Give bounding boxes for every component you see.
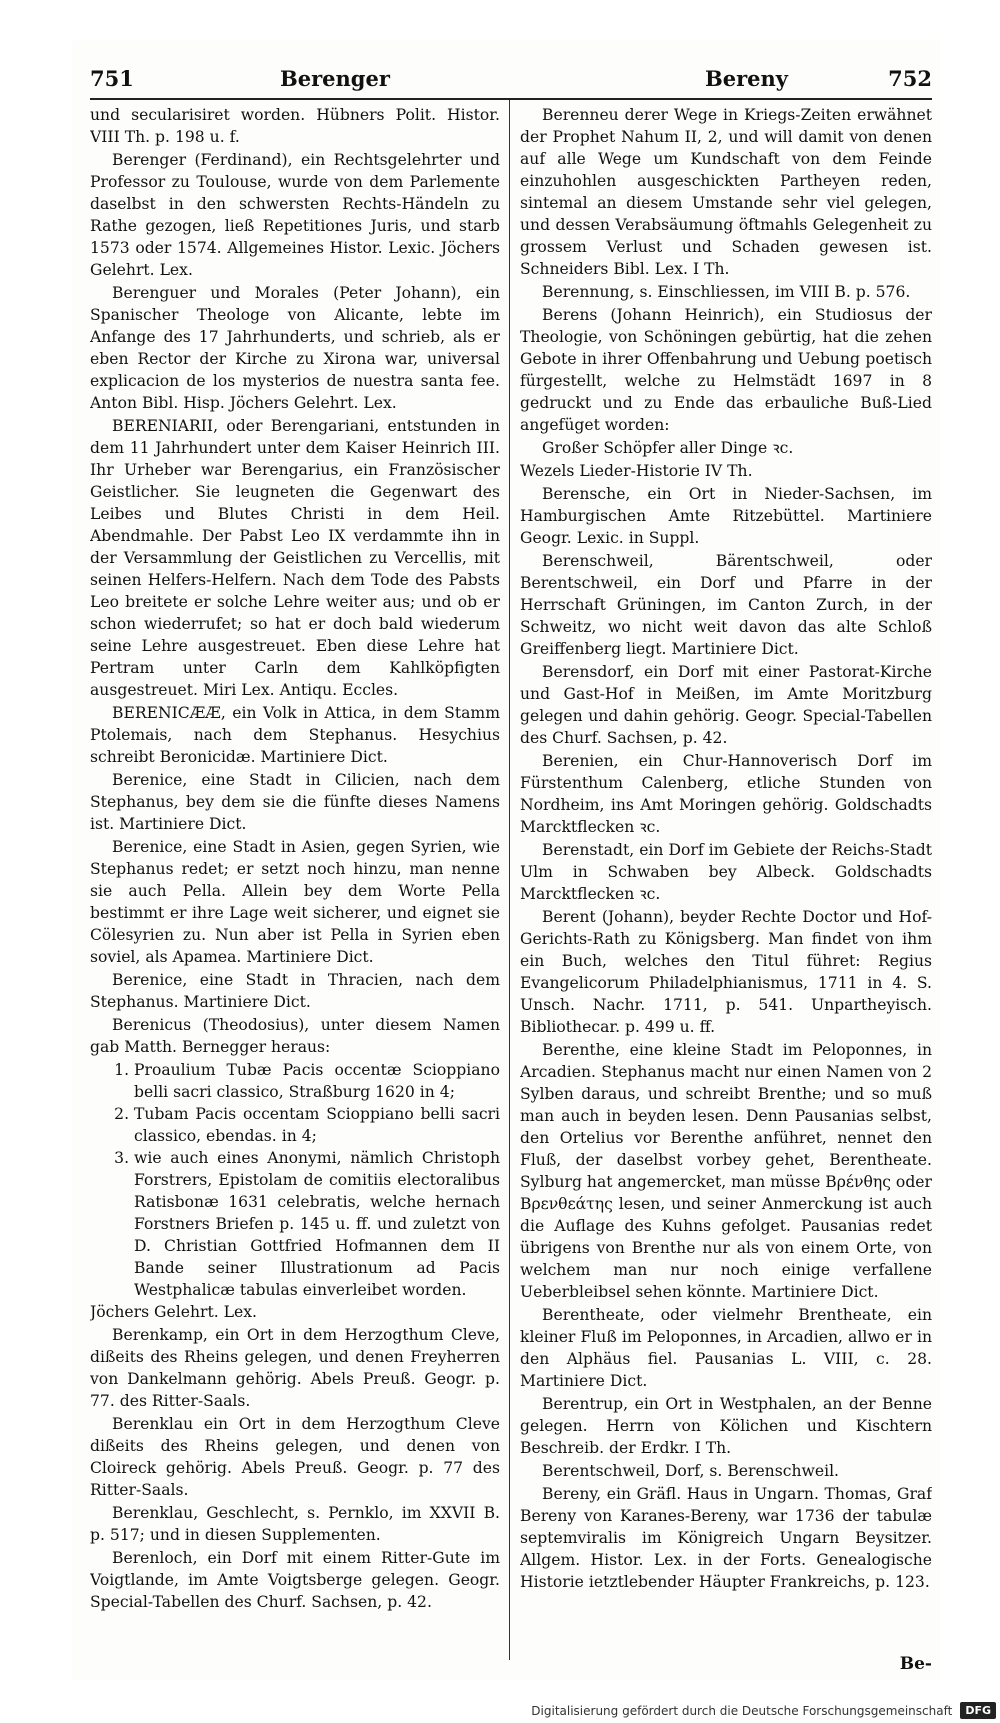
left-running-head: Berenger xyxy=(280,66,390,91)
entry-paragraph: Berenklau, Geschlecht, s. Pernklo, im XXVII B. p. 517; und in diesen Supplementen. xyxy=(90,1504,500,1544)
dfg-logo-icon: DFG xyxy=(960,1702,996,1719)
entry-paragraph: Berens (Johann Heinrich), ein Studiosus der Theologie, von Schöningen gebürtig, hat die zehen Gebote in ihrer Offenbahrung und Uebung poetisch fürgestellt, welche zu Helmstädt 1697 in 8 gedruckt und zu Ende das erbauliche Buß-Lied angefüget worden: xyxy=(520,306,932,434)
entry-paragraph: Berenschweil, Bärentschweil, oder Berentschweil, ein Dorf und Pfarre in der Herrschaft Grüningen, im Canton Zurch, in der Schweitz, wo nicht weit davon das alte Schloß Greiffenberg liegt. Martiniere Dict. xyxy=(520,552,932,658)
list-item: 1. Proaulium Tubæ Pacis occentæ Scioppiano belli sacri classico, Straßburg 1620 in 4; xyxy=(134,1059,500,1103)
right-page-number: 752 xyxy=(888,66,932,91)
entry-paragraph: und secularisiret worden. Hübners Polit. Histor. VIII Th. p. 198 u. f. xyxy=(90,106,500,146)
list-item: 2. Tubam Pacis occentam Scioppiano belli sacri classico, ebendas. in 4; xyxy=(134,1103,500,1147)
entry-paragraph: Jöchers Gelehrt. Lex. xyxy=(90,1303,257,1321)
entry-paragraph: Berentschweil, Dorf, s. Berenschweil. xyxy=(542,1462,840,1480)
catchword: Be- xyxy=(899,1654,932,1674)
footer-credit: Digitalisierung gefördert durch die Deutsche Forschungsgemeinschaft xyxy=(531,1703,953,1718)
entry-paragraph: Berenloch, ein Dorf mit einem Ritter-Gute im Voigtlande, im Amte Voigtsberge gelegen. Geogr. Special-Tabellen des Churf. Sachsen, p. 42. xyxy=(90,1549,500,1611)
entry-paragraph: Bereny, ein Gräfl. Haus in Ungarn. Thomas, Graf Bereny von Karanes-Bereny, war 1736 der tabulæ septemviralis im Königreich Ungarn Beysitzer. Allgem. Histor. Lex. in der Forts. Genealogische Historie ietztlebender Häupter Frankreichs, p. 123. xyxy=(520,1485,932,1591)
entry-paragraph: BERENICÆÆ, ein Volk in Attica, in dem Stamm Ptolemais, nach dem Stephanus. Hesychius schreibt Beronicidæ. Martiniere Dict. xyxy=(90,704,500,766)
entry-paragraph: Berent (Johann), beyder Rechte Doctor und Hof-Gerichts-Rath zu Königsberg. Man findet von ihm ein Buch, welches den Titul führet: Regius Evangelicorum Philadelphianismus, 1711 in 4. S. Unsch. Nachr. 1711, p. 541. Unpartheyisch. Bibliothecar. p. 499 u. ff. xyxy=(520,908,932,1036)
left-column xyxy=(90,104,500,1680)
entry-paragraph: Berenneu derer Wege in Kriegs-Zeiten erwähnet der Prophet Nahum II, 2, und will damit von denen auf alle Wege um Kundschaft von dem Feinde einzuhohlen ausgeschickten Partheyen reden, sintemal an diesem Umstande sehr viel gelegen, und dessen Verabsäumung öftmahls Gelegenheit zu grossem Verlust und Schaden gewesen ist. Schneiders Bibl. Lex. I Th. xyxy=(520,106,932,278)
entry-paragraph: Berenice, eine Stadt in Cilicien, nach dem Stephanus, bey dem sie die fünfte dieses Namens ist. Martiniere Dict. xyxy=(90,771,500,833)
book-page xyxy=(72,40,940,1680)
right-column xyxy=(520,104,932,1680)
entry-paragraph: Berenice, eine Stadt in Asien, gegen Syrien, wie Stephanus redet; er setzt noch hinzu, man nenne sie auch Pella. Allein bey dem Worte Pella bestimmt er ihre Lage weit sicherer, und eignet sie Cölesyrien zu. Nun aber ist Pella in Syrien eben soviel, als Apamea. Martiniere Dict. xyxy=(90,838,500,966)
left-page-number: 751 xyxy=(90,66,134,91)
entry-paragraph: Berenice, eine Stadt in Thracien, nach dem Stephanus. Martiniere Dict. xyxy=(90,971,500,1011)
entry-paragraph: BERENIARII, oder Berengariani, entstunden in dem 11 Jahrhundert unter dem Kaiser Heinrich III. Ihr Urheber war Berengarius, ein Französischer Geistlicher. Sie leugneten die Gegenwart des Leibes und Blutes Christi in dem Heil. Abendmahle. Der Pabst Leo IX verdammte ihn in der Versammlung der Geistlichen zu Vercellis, mit seinen Helfers-Helfern. Nach dem Tode des Pabsts Leo breitete er solche Lehre weiter aus; und ob er schon wiederrufet; so hat er doch bald wiederum seine Lehre ausgestreuet. Eben diese Lehre hat Pertram unter Carln dem Kahlköpfigten ausgestreuet. Miri Lex. Antiqu. Eccles. xyxy=(90,417,500,699)
digitization-footer xyxy=(531,1702,996,1719)
entry-paragraph: Berennung, s. Einschliessen, im VIII B. p. 576. xyxy=(542,283,911,301)
entry-paragraph: Berensche, ein Ort in Nieder-Sachsen, im Hamburgischen Amte Ritzebüttel. Martiniere Geogr. Lexic. in Suppl. xyxy=(520,485,932,547)
column-divider xyxy=(509,100,510,1660)
entry-paragraph: Berenicus (Theodosius), unter diesem Namen gab Matth. Bernegger heraus: xyxy=(90,1016,500,1056)
running-header xyxy=(90,58,932,102)
list-item: 3. wie auch eines Anonymi, nämlich Christoph Forstrers, Epistolam de comitiis electoralibus Ratisbonæ 1631 celebratis, welche hernach Forstners Briefen p. 145 u. ff. und zuletzt von D. Christian Gottfried Hofmannen dem II Bande seiner Illustrationum ad Pacis Westphalicæ tabulas einverleibet worden. xyxy=(134,1147,500,1301)
entry-paragraph: Berenklau ein Ort in dem Herzogthum Cleve dißeits des Rheins gelegen, und denen von Cloireck gehörig. Abels Preuß. Geogr. p. 77 des Ritter-Saals. xyxy=(90,1415,500,1499)
numbered-list xyxy=(90,1059,500,1301)
entry-paragraph: Berensdorf, ein Dorf mit einer Pastorat-Kirche und Gast-Hof in Meißen, im Amte Moritzburg gelegen und dahin gehörig. Geogr. Special-Tabellen des Churf. Sachsen, p. 42. xyxy=(520,663,932,747)
entry-paragraph: Wezels Lieder-Historie IV Th. xyxy=(520,462,753,480)
entry-paragraph: Berenkamp, ein Ort in dem Herzogthum Cleve, dißeits des Rheins gelegen, und denen Freyherren von Dankelmann gehörig. Abels Preuß. Geogr. p. 77. des Ritter-Saals. xyxy=(90,1326,500,1410)
header-rule xyxy=(90,98,932,100)
entry-paragraph: Berenthe, eine kleine Stadt im Peloponnes, in Arcadien. Stephanus macht nur einen Namen von 2 Sylben daraus, und schreibt Brenthe; und so muß man auch in beyden lesen. Denn Pausanias selbst, den Ortelius vor Berenthe anführet, nennet den Fluß, der daselbst vorbey gehet, Berentheate. Sylburg hat angemercket, man müsse Βρένθης oder Βρενθεάτης lesen, und seiner Anmerckung ist auch die Auflage des Kuhns gefolget. Pausanias redet übrigens von Brenthe nur als von einem Orte, von welchem man nur noch einige verfallene Ueberbleibsel sehen könnte. Martiniere Dict. xyxy=(520,1041,932,1301)
entry-paragraph: Berenger (Ferdinand), ein Rechtsgelehrter und Professor zu Toulouse, wurde von dem Parlemente daselbst in den schwersten Rechts-Händeln zu Rathe gezogen, ließ Repetitiones Juris, und starb 1573 oder 1574. Allgemeines Histor. Lexic. Jöchers Gelehrt. Lex. xyxy=(90,151,500,279)
entry-paragraph: Berenien, ein Chur-Hannoverisch Dorf im Fürstenthum Calenberg, etliche Stunden von Nordheim, ins Amt Moringen gehörig. Goldschadts Marcktflecken ꝛc. xyxy=(520,752,932,836)
entry-paragraph: Berenstadt, ein Dorf im Gebiete der Reichs-Stadt Ulm in Schwaben bey Albeck. Goldschadts Marcktflecken ꝛc. xyxy=(520,841,932,903)
entry-paragraph: Berentheate, oder vielmehr Brentheate, ein kleiner Fluß im Peloponnes, in Arcadien, allwo er in den Alphäus fiel. Pausanias L. VIII, c. 28. Martiniere Dict. xyxy=(520,1306,932,1390)
entry-paragraph: Großer Schöpfer aller Dinge ꝛc. xyxy=(542,439,794,457)
entry-paragraph: Berenguer und Morales (Peter Johann), ein Spanischer Theologe von Alicante, lebte im Anfange des 17 Jahrhunderts, und schrieb, als er eben Rector der Kirche zu Xirona war, universal explicacion de los mysterios de nuestra santa fee. Anton Bibl. Hisp. Jöchers Gelehrt. Lex. xyxy=(90,284,500,412)
right-running-head: Bereny xyxy=(705,66,789,91)
entry-paragraph: Berentrup, ein Ort in Westphalen, an der Benne gelegen. Herrn von Kölichen und Kischtern Beschreib. der Erdkr. I Th. xyxy=(520,1395,932,1457)
